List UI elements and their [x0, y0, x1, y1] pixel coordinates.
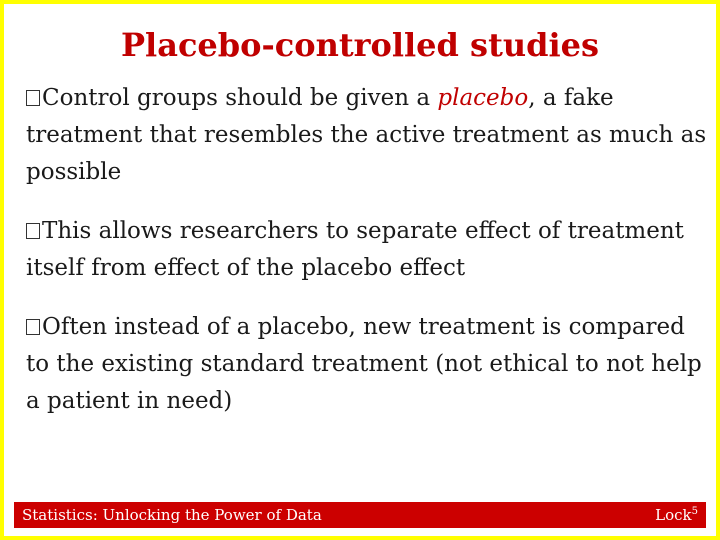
- footer-author-superscript: 5: [691, 506, 698, 517]
- bullet-text: Control groups should be given a: [42, 85, 438, 111]
- slide-title: Placebo-controlled studies: [120, 26, 600, 64]
- bullet-box-icon: [26, 90, 40, 106]
- bullet-list: [26, 80, 710, 442]
- bullet-box-icon: [26, 319, 40, 335]
- bullet-item: [26, 213, 710, 287]
- footer-bar: [14, 502, 706, 528]
- bullet-item: [26, 80, 710, 191]
- key-term: placebo: [437, 85, 529, 111]
- footer-author-name: Lock: [655, 506, 692, 524]
- footer-book-title: Statistics: Unlocking the Power of Data: [22, 506, 322, 524]
- bullet-text: , a fake treatment that resembles the active treatment as much as possible: [26, 85, 707, 185]
- bullet-box-icon: [26, 223, 40, 239]
- bullet-text: Often instead of a placebo, new treatment is compared to the existing standard treatment (not ethical to not help a patient in need): [26, 314, 702, 414]
- bullet-item: [26, 309, 710, 420]
- bullet-text: This allows researchers to separate effect of treatment itself from effect of the placebo effect: [26, 218, 684, 281]
- footer-author: [655, 506, 698, 524]
